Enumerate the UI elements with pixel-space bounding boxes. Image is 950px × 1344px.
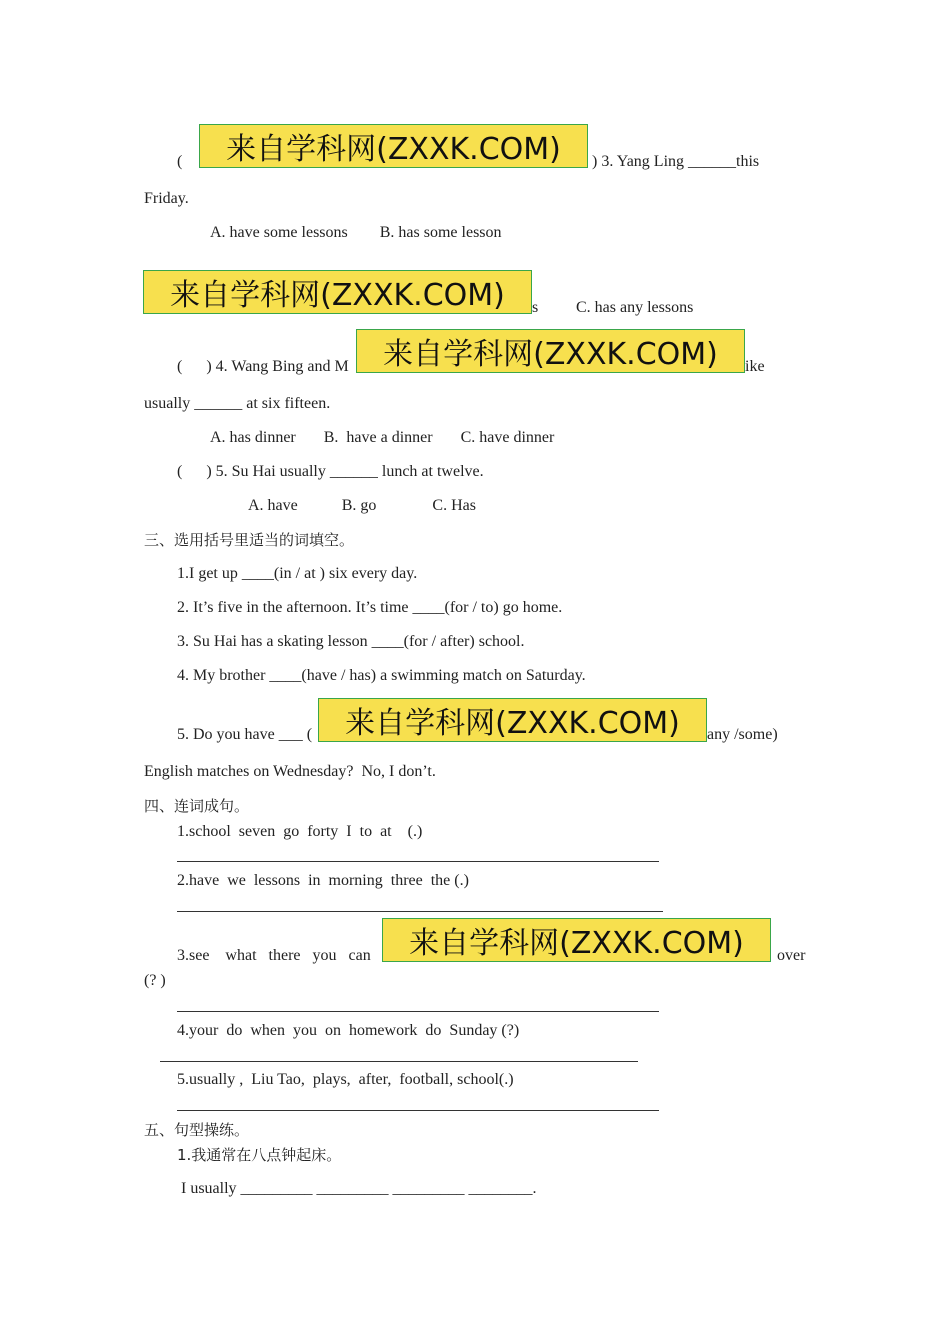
q3-paren: ( bbox=[177, 153, 183, 170]
section3-item-5-right: any /some) bbox=[707, 726, 778, 743]
watermark-stamp bbox=[199, 124, 588, 168]
section5-item-1-answer: I usually _________ _________ _________ ________. bbox=[177, 1180, 537, 1197]
watermark-stamp bbox=[356, 329, 745, 373]
section3-item-5: 5. Do you have ___ ( bbox=[177, 726, 313, 743]
watermark-stamp bbox=[143, 270, 532, 314]
section3-item-4: 4. My brother ____(have / has) a swimming match on Saturday. bbox=[177, 667, 586, 684]
section4-item-2: 2.have we lessons in morning three the (.) bbox=[177, 872, 469, 889]
q3-continuation: Friday. bbox=[144, 190, 189, 207]
section5-item-1: 1.我通常在八点钟起床。 bbox=[177, 1146, 342, 1164]
section3-item-1: 1.I get up ____(in / at ) six every day. bbox=[177, 565, 418, 582]
section4-item-4: 4.your do when you on homework do Sunday (?) bbox=[177, 1022, 520, 1039]
q3-text: ) 3. Yang Ling ______this bbox=[592, 153, 760, 170]
q4-continuation: usually ______ at six fifteen. bbox=[144, 395, 331, 412]
section3-heading: 三、选用括号里适当的词填空。 bbox=[144, 531, 355, 549]
answer-line bbox=[177, 861, 659, 862]
q3-option-c: C. has any lessons bbox=[576, 299, 694, 316]
section3-item-5-continuation: English matches on Wednesday? No, I don’t. bbox=[144, 763, 436, 780]
answer-line bbox=[160, 1061, 638, 1062]
watermark-text: 来自学科网(ZXXK.COM) bbox=[170, 278, 505, 313]
section3-item-2: 2. It’s five in the afternoon. It’s time ____(for / to) go home. bbox=[177, 599, 563, 616]
section5-heading: 五、句型操练。 bbox=[144, 1121, 250, 1139]
answer-line bbox=[177, 1110, 659, 1111]
watermark-text: 来自学科网(ZXXK.COM) bbox=[409, 926, 744, 961]
answer-line bbox=[177, 911, 663, 912]
section4-item-5: 5.usually , Liu Tao, plays, after, football, school(.) bbox=[177, 1071, 514, 1088]
q3-option-fragment: s bbox=[532, 299, 539, 316]
q5-text: ( ) 5. Su Hai usually ______ lunch at twelve. bbox=[177, 463, 484, 480]
watermark-text: 来自学科网(ZXXK.COM) bbox=[383, 337, 718, 372]
section4-item-1: 1.school seven go forty I to at (.) bbox=[177, 823, 423, 840]
section4-item-3: 3.see what there you can bbox=[177, 947, 371, 964]
q4-text-right: ike bbox=[745, 358, 765, 375]
answer-line bbox=[177, 1011, 659, 1012]
section4-item-3-right: over bbox=[777, 947, 806, 964]
q4-text: ( ) 4. Wang Bing and M bbox=[177, 358, 349, 375]
watermark-stamp bbox=[382, 918, 771, 962]
section3-item-3: 3. Su Hai has a skating lesson ____(for / after) school. bbox=[177, 633, 525, 650]
q5-options: A. have B. go C. Has bbox=[248, 497, 476, 514]
watermark-text: 来自学科网(ZXXK.COM) bbox=[226, 132, 561, 167]
section4-item-3-continuation: (? ) bbox=[144, 972, 166, 989]
section4-heading: 四、连词成句。 bbox=[144, 797, 250, 815]
q4-options: A. has dinner B. have a dinner C. have dinner bbox=[210, 429, 555, 446]
watermark-text: 来自学科网(ZXXK.COM) bbox=[345, 706, 680, 741]
q3-options-ab: A. have some lessons B. has some lesson bbox=[210, 224, 502, 241]
watermark-stamp bbox=[318, 698, 707, 742]
